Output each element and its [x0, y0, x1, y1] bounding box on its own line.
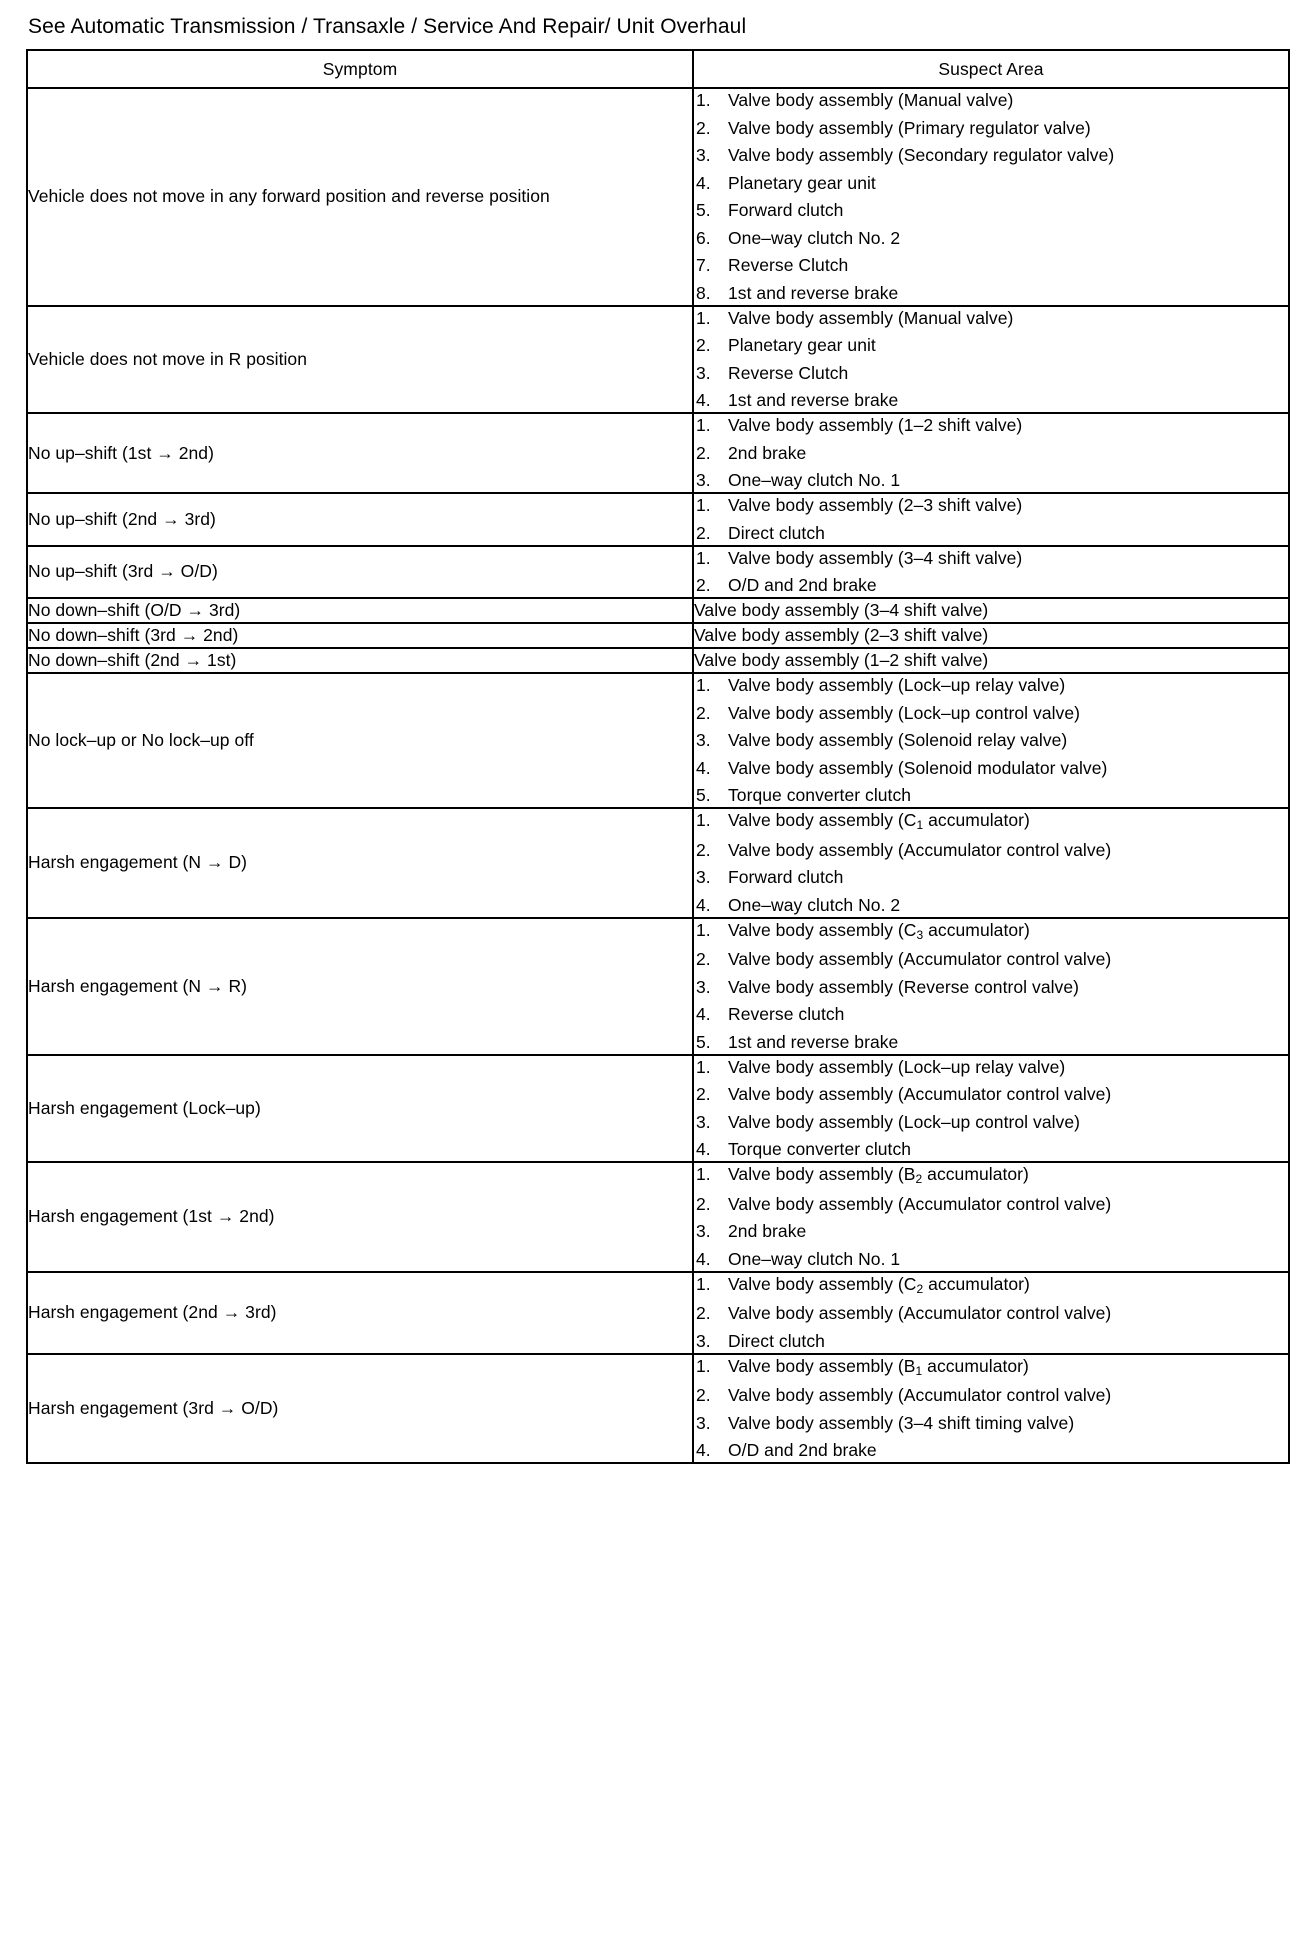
list-item: Direct clutch: [728, 522, 825, 543]
page-title: See Automatic Transmission / Transaxle / Service And Repair/ Unit Overhaul: [28, 15, 747, 38]
symptom-cell: Vehicle does not move in any forward position and reverse position: [27, 88, 693, 306]
table-row: [27, 88, 1289, 306]
list-item: Valve body assembly (Accumulator control valve): [728, 1084, 1112, 1104]
symptom-cell: Harsh engagement (N → D): [27, 808, 693, 918]
suspect-area-text: Valve body assembly (3–4 shift valve): [694, 600, 989, 620]
suspect-area-cell: [693, 493, 1289, 546]
table-row: [27, 1354, 1289, 1464]
list-item: Valve body assembly (Secondary regulator valve): [728, 145, 1115, 165]
list-item: Reverse Clutch: [728, 255, 849, 275]
symptom-cell: No up–shift (1st → 2nd): [27, 413, 693, 493]
suspect-area-text: Valve body assembly (2–3 shift valve): [694, 625, 989, 645]
table-row: [27, 598, 1289, 623]
suspect-area-list: [694, 1355, 1288, 1463]
list-item: Valve body assembly (Accumulator control valve): [728, 1385, 1112, 1405]
list-item: Valve body assembly (Primary regulator valve): [728, 117, 1091, 138]
suspect-area-list: [694, 494, 1288, 545]
suspect-area-cell: [693, 1162, 1289, 1272]
suspect-area-cell: [693, 808, 1289, 918]
suspect-area-list: [694, 809, 1288, 917]
symptom-cell: Harsh engagement (3rd → O/D): [27, 1354, 693, 1464]
suspect-area-text: Valve body assembly (1–2 shift valve): [694, 650, 989, 670]
symptom-cell: Harsh engagement (N → R): [27, 918, 693, 1055]
column-header-suspect-area: Suspect Area: [693, 50, 1289, 88]
symptom-cell: Harsh engagement (2nd → 3rd): [27, 1272, 693, 1354]
table-row: [27, 918, 1289, 1055]
list-item: Valve body assembly (Lock–up control valve): [728, 702, 1080, 723]
suspect-area-cell: [693, 648, 1289, 673]
list-item: One–way clutch No. 2: [728, 894, 901, 915]
table-row: [27, 1162, 1289, 1272]
list-item: Valve body assembly (2–3 shift valve): [728, 495, 1023, 515]
list-item: Valve body assembly (Manual valve): [728, 90, 1014, 110]
list-item: Planetary gear unit: [728, 335, 876, 355]
list-item: 2nd brake: [728, 442, 807, 463]
suspect-area-cell: [693, 88, 1289, 306]
list-item: Reverse Clutch: [728, 362, 849, 383]
table-row: [27, 546, 1289, 599]
list-item: Valve body assembly (1–2 shift valve): [728, 415, 1023, 435]
list-item: O/D and 2nd brake: [728, 575, 877, 595]
list-item: One–way clutch No. 2: [728, 227, 901, 248]
list-item: Valve body assembly (Solenoid modulator valve): [728, 757, 1108, 778]
symptom-cell: No down–shift (3rd → 2nd): [27, 623, 693, 648]
list-item: Valve body assembly ($C_3$ accumulator): [728, 919, 1030, 942]
table-row: [27, 808, 1289, 918]
table-header-row: [27, 50, 1289, 88]
list-item: One–way clutch No. 1: [728, 470, 901, 490]
suspect-area-list: [694, 89, 1288, 305]
table-body: [27, 88, 1289, 1463]
suspect-area-list: [694, 919, 1288, 1054]
list-item: Valve body assembly (3–4 shift valve): [728, 547, 1023, 568]
symptom-cell: Vehicle does not move in R position: [27, 306, 693, 414]
list-item: Direct clutch: [728, 1330, 825, 1351]
symptom-cell: No down–shift (O/D → 3rd): [27, 598, 693, 623]
symptom-cell: No up–shift (3rd → O/D): [27, 546, 693, 599]
table-row: [27, 648, 1289, 673]
list-item: Reverse clutch: [728, 1004, 845, 1024]
list-item: Valve body assembly (Accumulator control valve): [728, 1193, 1112, 1214]
suspect-area-cell: [693, 546, 1289, 599]
suspect-area-cell: [693, 413, 1289, 493]
symptom-cell: Harsh engagement (1st → 2nd): [27, 1162, 693, 1272]
list-item: Planetary gear unit: [728, 172, 876, 193]
suspect-area-cell: [693, 306, 1289, 414]
list-item: Forward clutch: [728, 200, 844, 220]
table-row: [27, 493, 1289, 546]
suspect-area-list: [694, 1056, 1288, 1162]
list-item: Valve body assembly (3–4 shift timing valve): [728, 1412, 1075, 1433]
list-item: O/D and 2nd brake: [728, 1440, 877, 1460]
suspect-area-list: [694, 307, 1288, 413]
list-item: Valve body assembly (Accumulator control valve): [728, 949, 1112, 969]
table-row: [27, 413, 1289, 493]
list-item: 2nd brake: [728, 1221, 807, 1241]
suspect-area-list: [694, 547, 1288, 598]
symptom-cell: No down–shift (2nd → 1st): [27, 648, 693, 673]
list-item: Valve body assembly ($C_2$ accumulator): [728, 1273, 1030, 1296]
list-item: Valve body assembly (Lock–up relay valve): [728, 675, 1066, 695]
list-item: 1st and reverse brake: [728, 1031, 899, 1052]
list-item: Valve body assembly ($B_1$ accumulator): [728, 1355, 1029, 1378]
table-row: [27, 623, 1289, 648]
list-item: Valve body assembly (Reverse control valve): [728, 976, 1079, 997]
list-item: 1st and reverse brake: [728, 282, 899, 303]
table-row: [27, 673, 1289, 808]
symptom-cell: No lock–up or No lock–up off: [27, 673, 693, 808]
list-item: Valve body assembly (Solenoid relay valve): [728, 730, 1068, 750]
list-item: Valve body assembly (Lock–up relay valve): [728, 1056, 1066, 1077]
list-item: Valve body assembly ($C_1$ accumulator): [728, 810, 1030, 832]
list-item: Valve body assembly ($B_2$ accumulator): [728, 1164, 1029, 1186]
suspect-area-cell: [693, 918, 1289, 1055]
list-item: Torque converter clutch: [728, 1139, 912, 1159]
suspect-area-list: [694, 674, 1288, 807]
table-row: [27, 1055, 1289, 1163]
list-item: Valve body assembly (Manual valve): [728, 307, 1014, 328]
suspect-area-cell: [693, 1354, 1289, 1464]
table-row: [27, 306, 1289, 414]
suspect-area-cell: [693, 623, 1289, 648]
list-item: Valve body assembly (Accumulator control valve): [728, 839, 1112, 860]
symptom-suspect-area-table: [26, 49, 1290, 1464]
suspect-area-cell: [693, 673, 1289, 808]
list-item: Valve body assembly (Accumulator control valve): [728, 1303, 1112, 1323]
list-item: 1st and reverse brake: [728, 390, 899, 410]
symptom-cell: No up–shift (2nd → 3rd): [27, 493, 693, 546]
symptom-cell: Harsh engagement (Lock–up): [27, 1055, 693, 1163]
list-item: One–way clutch No. 1: [728, 1248, 901, 1269]
table-row: [27, 1272, 1289, 1354]
suspect-area-list: [694, 1273, 1288, 1353]
list-item: Forward clutch: [728, 867, 844, 887]
suspect-area-list: [694, 414, 1288, 492]
suspect-area-list: [694, 1163, 1288, 1271]
list-item: Valve body assembly (Lock–up control valve): [728, 1111, 1080, 1132]
suspect-area-cell: [693, 1272, 1289, 1354]
suspect-area-cell: [693, 598, 1289, 623]
column-header-symptom: Symptom: [27, 50, 693, 88]
list-item: Torque converter clutch: [728, 785, 912, 805]
suspect-area-cell: [693, 1055, 1289, 1163]
